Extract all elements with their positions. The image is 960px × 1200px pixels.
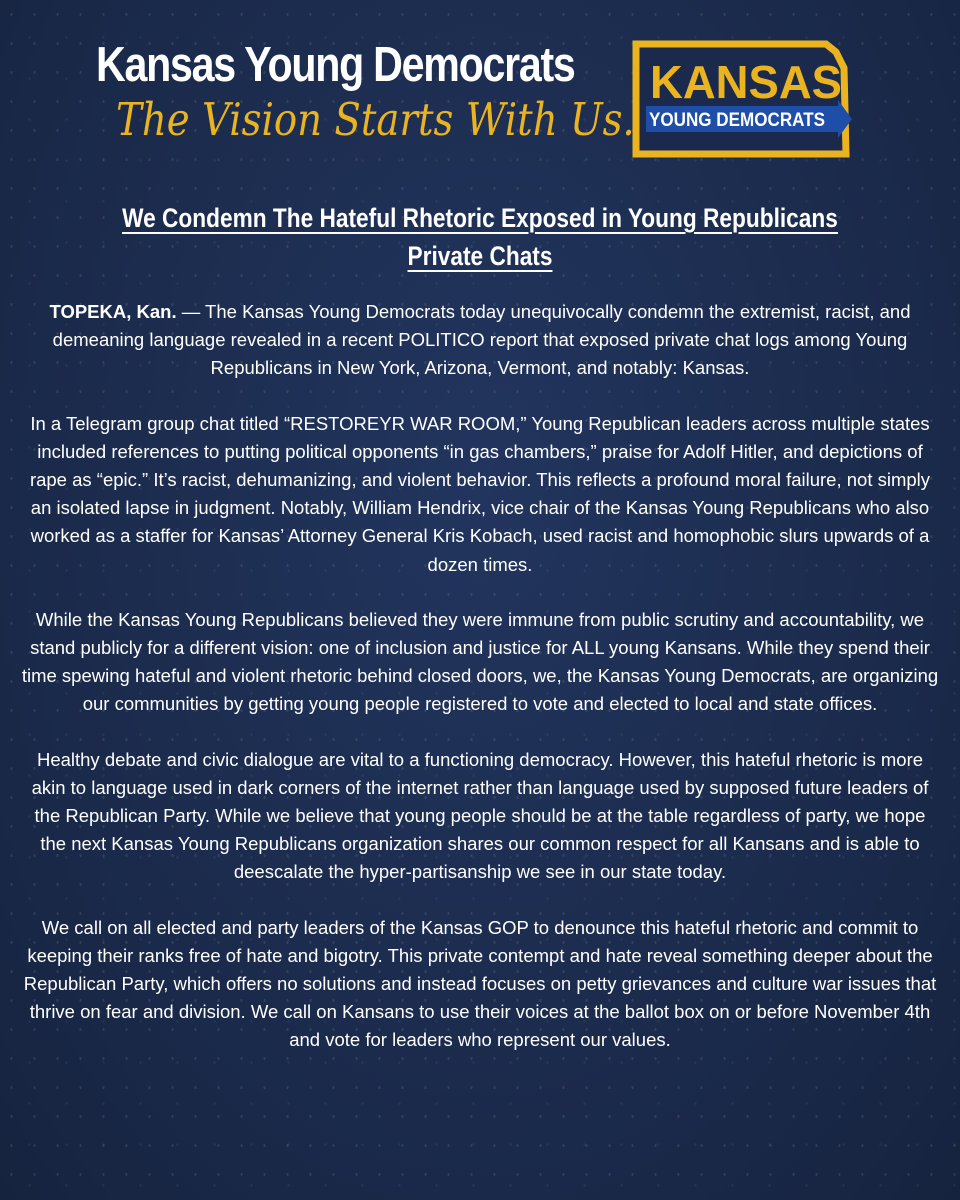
tagline: The Vision Starts With Us. (116, 93, 635, 146)
paragraph-1-text: — The Kansas Young Democrats today unequivocally condemn the extremist, racist, and demeaning language revealed in a recent POLITICO report that exposed private chat logs among Young Republicans in New York, Arizona, Vermont, and notably: Kansas. (52, 301, 911, 379)
kansas-young-democrats-logo (630, 38, 862, 160)
paragraph-1 (20, 298, 940, 383)
org-title: Kansas Young Democrats (96, 38, 575, 92)
paragraph-3: While the Kansas Young Republicans believed they were immune from public scrutiny and accountability, we stand publicly for a different vision: one of inclusion and justice for ALL young Kansans. While they spend their time spewing hateful and violent rhetoric behind closed doors, we, the Kansas Young Democrats, are organizing our communities by getting young people registered to vote and elected to local and state offices. (21, 608, 939, 715)
dateline: TOPEKA, Kan. (49, 301, 177, 322)
paragraph-4: Healthy debate and civic dialogue are vital to a functioning democracy. However, this hateful rhetoric is more akin to language used in dark corners of the internet rather than language used by supposed future leaders of the Republican Party. While we believe that young people should be at the table regardless of party, we hope the next Kansas Young Republicans organization shares our common respect for all Kansans and is able to deescalate the hyper-partisanship we see in our state today. (31, 748, 929, 883)
header (0, 0, 960, 175)
headline (40, 199, 920, 275)
logo-kansas-text: KANSAS (650, 56, 842, 108)
headline-line-1: We Condemn The Hateful Rhetoric Exposed in Young Republicans (122, 203, 838, 233)
paragraph-5: We call on all elected and party leaders of the Kansas GOP to denounce this hateful rhetoric and commit to keeping their ranks free of hate and bigotry. This private contempt and hate reveal something deeper about the Republican Party, which offers no solutions and instead focuses on petty grievances and culture war issues that thrive on fear and division. We call on Kansans to use their voices at the ballot box on or before November 4th and vote for leaders who represent our values. (23, 916, 937, 1051)
paragraph-2: In a Telegram group chat titled “RESTOREYR WAR ROOM,” Young Republican leaders across multiple states included references to putting political opponents “in gas chambers,” praise for Adolf Hitler, and depictions of rape as “epic.” It’s racist, dehumanizing, and violent behavior. This reflects a profound moral failure, not simply an isolated lapse in judgment. Notably, William Hendrix, vice chair of the Kansas Young Republicans who also worked as a staffer for Kansas’ Attorney General Kris Kobach, used racist and homophobic slurs upwards of a dozen times. (29, 412, 931, 575)
press-release-body (20, 298, 940, 1082)
headline-line-2: Private Chats (407, 241, 553, 271)
logo-young-democrats-text: YOUNG DEMOCRATS (649, 110, 825, 131)
